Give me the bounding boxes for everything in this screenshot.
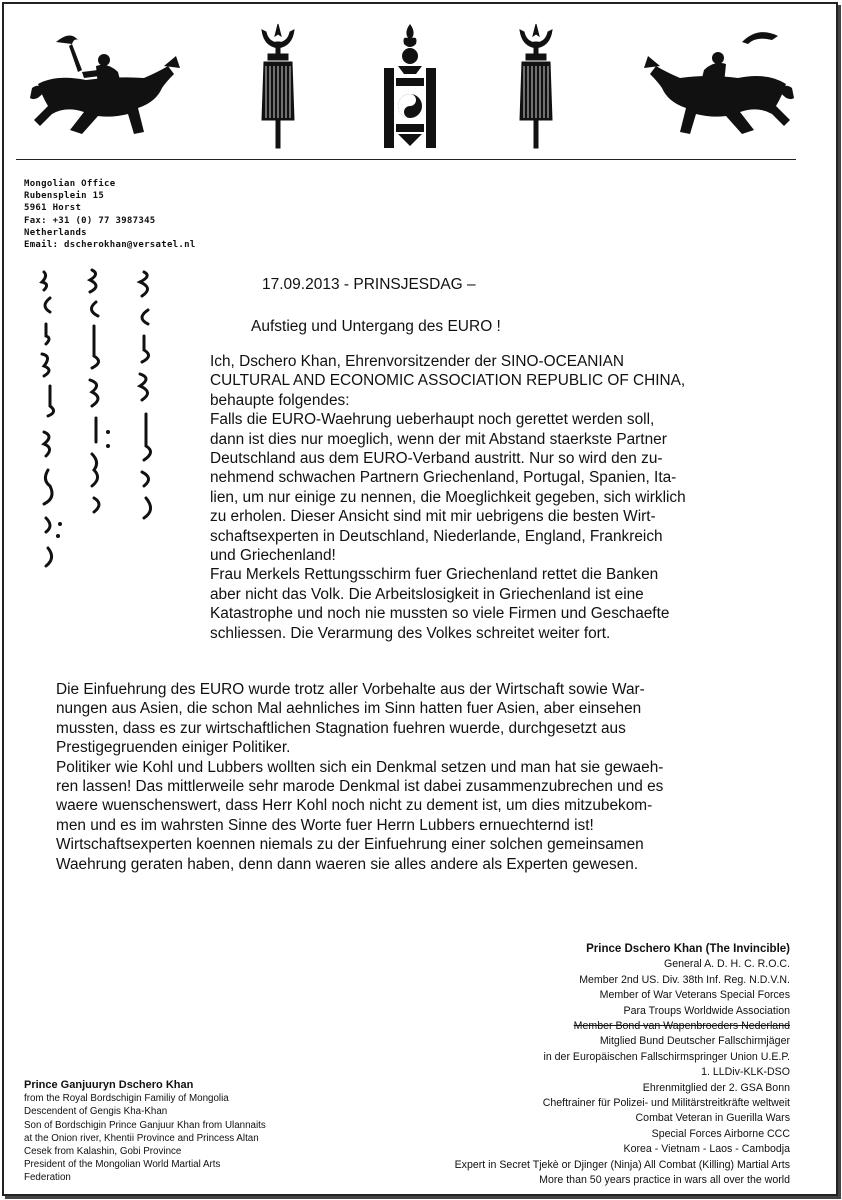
intro-line: aber nicht das Volk. Die Arbeitslosigkeit in Griechenland ist eine [210,585,644,603]
prince-line: Cesek from Kalashin, Gobi Province [24,1146,182,1158]
signature-title: Expert in Secret Tjekè or Djinger (Ninja) All Combat (Killing) Martial Arts [454,1158,790,1171]
intro-line: CULTURAL AND ECONOMIC ASSOCIATION REPUBLIC OF CHINA, [210,372,686,390]
soyombo-icon [378,22,442,154]
body-line: men und es im wahrsten Sinne des Worte fuer Herrn Lubbers ernuechternd ist! [56,816,594,834]
horseman-left-icon [26,22,186,152]
intro-line: Frau Merkels Rettungsschirm fuer Griechenland rettet die Banken [210,566,659,584]
letter-date: 17.09.2013 - PRINSJESDAG – [262,276,476,293]
prince-line: President of the Mongolian World Martial Arts [24,1159,221,1171]
body-line: waere wuenschenswert, dass Herr Kohl noch nicht zu dement ist, um dies mitzubekom- [56,797,653,815]
signature-title: More than 50 years practice in wars all over the world [539,1174,790,1187]
signature-name: Prince Dschero Khan (The Invincible) [586,943,790,955]
signature-title: Cheftrainer für Polizei- und Militärstreitkräfte weltweit [542,1097,790,1110]
address-line: Fax: +31 (0) 77 3987345 [24,215,156,226]
prince-name: Prince Ganjuuryn Dschero Khan [24,1079,194,1091]
body-line: ren lassen! Das mittlerweile sehr marode Denkmal ist dabei zusammenzubrechen und es [56,778,664,796]
header-rule [16,159,796,160]
signature-title: General A. D. H. C. R.O.C. [664,958,790,971]
letter-page [2,2,838,1196]
intro-line: behaupte folgendes: [210,391,350,409]
prince-line: Descendent of Gengis Kha-Khan [24,1106,168,1118]
signature-title: in der Europäischen Fallschirmspringer Union U.E.P. [543,1050,790,1063]
body-line: Waehrung geraten haben, denn dann waeren sie alles andere als Experten gewesen. [56,855,639,873]
horseman-right-icon [638,22,798,152]
signature-title: 1. LLDiv-KLK-DSO [701,1066,790,1079]
letter-heading: Aufstieg und Untergang des EURO ! [251,318,501,335]
trident-banner-icon [508,22,564,152]
intro-line: schliessen. Die Verarmung des Volkes schreitet weiter fort. [210,624,611,642]
signature-title: Mitglied Bund Deutscher Fallschirmjäger [599,1035,790,1048]
signature-title: Korea - Vietnam - Laos - Cambodja [623,1143,790,1156]
intro-line: Ich, Dschero Khan, Ehrenvorsitzender der SINO-OCEANIAN [210,353,624,370]
body-line: Politiker wie Kohl und Lubbers wollten sich ein Denkmal setzen und man hat sie gewaeh- [56,758,664,776]
signature-title: Ehrenmitglied der 2. GSA Bonn [642,1081,790,1094]
intro-line: dann ist dies nur moeglich, wenn der mit Abstand staerkste Partner [210,430,667,448]
signature-title-struck: Member Bond van Wapenbroeders Nederland [573,1020,790,1033]
signature-title: Member 2nd US. Div. 38th Inf. Reg. N.D.V.N. [579,973,790,986]
signature-block [455,942,790,1189]
mongolian-script-calligraphy [30,266,180,576]
body-line: Wirtschaftsexperten koennen niemals zu der Einfuehrung einer solchen gemeinsamen [56,836,644,854]
trident-banner-icon [250,22,306,152]
letter-intro [210,352,800,643]
intro-line: zu erholen. Dieser Ansicht sind mit mir uebrigens die besten Wirt- [210,508,656,526]
signature-title: Special Forces Airborne CCC [651,1127,790,1140]
prince-block [24,1079,266,1185]
body-line: Die Einfuehrung des EURO wurde trotz aller Vorbehalte aus der Wirtschaft sowie War- [56,681,645,698]
letter-body [56,680,816,874]
prince-line: Son of Bordschigin Prince Ganjuur Khan from Ulannaits [24,1119,266,1131]
intro-line: Falls die EURO-Waehrung ueberhaupt noch gerettet werden soll, [210,411,655,429]
intro-line: schaftsexperten in Deutschland, Niederlande, England, Frankreich [210,527,663,545]
prince-line: at the Onion river, Khentii Province and Princess Altan [24,1132,259,1144]
intro-line: Katastrophe und noch nie mussten so viele Firmen und Geschaefte [210,605,670,623]
signature-title: Para Troups Worldwide Association [623,1004,790,1017]
address-line: Mongolian Office [24,179,116,189]
intro-line: und Griechenland! [210,547,336,565]
body-line: mussten, dass es zur wirtschaftlichen Stagnation fuehren wuerde, durchgesetzt aus [56,719,626,737]
address-line: Netherlands [24,227,87,238]
body-line: Prestigegruenden einiger Politiker. [56,739,291,757]
body-line: nungen aus Asien, die schon Mal aehnliches im Sinn hatten fuer Asien, aber einsehen [56,700,642,718]
intro-line: nehmend schwachen Partnern Griechenland, Portugal, Spanien, Ita- [210,469,677,487]
prince-line: from the Royal Bordschigin Familiy of Mongolia [24,1093,229,1105]
address-line: Rubensplein 15 [24,191,105,202]
signature-title: Combat Veteran in Guerilla Wars [635,1112,790,1125]
intro-line: Deutschland aus dem EURO-Verband austritt. Nur so wird den zu- [210,450,663,468]
intro-line: lien, um nur einige zu nennen, die Moeglichkeit gegeben, sich wirklich [210,488,686,506]
signature-title: Member of War Veterans Special Forces [599,989,790,1002]
sender-address [24,178,196,251]
address-line: Email: dscherokhan@versatel.nl [24,240,196,251]
prince-line: Federation [24,1172,71,1184]
address-line: 5961 Horst [24,203,82,214]
